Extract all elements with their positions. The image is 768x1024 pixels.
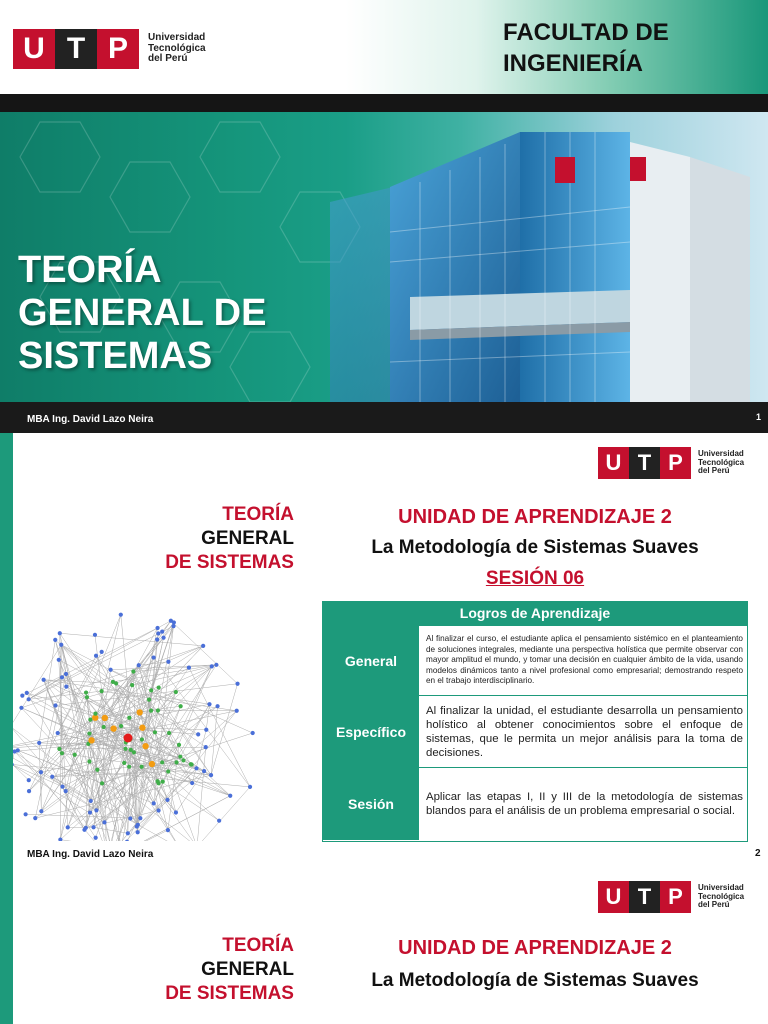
course-title-line: TEORÍA	[222, 504, 294, 525]
title-line: TEORÍA	[18, 249, 162, 291]
utp-logo	[13, 29, 206, 69]
university-name	[698, 884, 744, 909]
network-graph-image	[13, 575, 301, 841]
utp-logo-mark	[598, 447, 691, 479]
network-graph-image	[13, 1012, 301, 1024]
building-photo	[330, 112, 768, 402]
course-title-line: DE SISTEMAS	[165, 552, 294, 573]
session-heading: SESIÓN 06	[485, 568, 585, 589]
utp-logo	[598, 447, 744, 479]
university-name-line: Tecnológica	[698, 891, 745, 901]
table-header: Logros de Aprendizaje	[323, 602, 747, 625]
university-name	[148, 33, 206, 65]
row-text: Aplicar las etapas I, II y III de la metodología de sistemas blandos para el análisis de un problema empresarial o social.	[426, 791, 743, 817]
table-row-specific	[323, 695, 747, 767]
page-number: 2	[755, 848, 761, 859]
faculty-title	[503, 17, 669, 79]
utp-logo	[598, 881, 744, 913]
title-line: GENERAL DE	[18, 292, 267, 334]
university-name	[698, 450, 744, 475]
slide-1	[0, 0, 768, 433]
table-row-general	[323, 625, 747, 695]
university-name-line: Universidad	[698, 449, 744, 459]
university-name-line: Universidad	[148, 32, 206, 44]
logo-letter-p: P	[660, 447, 691, 479]
course-title-line: TEORÍA	[222, 935, 294, 956]
logo-letter-t: T	[629, 881, 660, 913]
author-name: MBA Ing. David Lazo Neira	[27, 849, 154, 860]
course-title-line: GENERAL	[201, 959, 294, 980]
course-title-line: DE SISTEMAS	[165, 983, 294, 1004]
course-title	[165, 503, 294, 575]
university-name-line: del Perú	[148, 53, 188, 65]
row-text: Al finalizar la unidad, el estudiante desarrolla un pensamiento holístico al obtener conocimientos sobre el enfoque de sistemas, que le permita un mejor análisis para la toma de decisiones.	[426, 704, 743, 759]
slide-2	[0, 433, 768, 866]
unit-heading: UNIDAD DE APRENDIZAJE 2	[398, 937, 672, 959]
utp-logo-mark	[598, 881, 691, 913]
university-name-line: Tecnológica	[148, 42, 206, 54]
methodology-heading: La Metodología de Sistemas Suaves	[371, 537, 699, 558]
university-name-line: del Perú	[698, 900, 730, 910]
learning-outcomes-table	[322, 601, 748, 842]
university-name-line: Universidad	[698, 883, 744, 893]
side-accent-bar	[0, 433, 13, 866]
utp-logo-mark	[13, 29, 139, 69]
university-name-line: Tecnológica	[698, 457, 745, 467]
row-label: Sesión	[323, 768, 421, 840]
methodology-heading: La Metodología de Sistemas Suaves	[371, 970, 699, 991]
presentation-title	[18, 249, 266, 378]
hero-banner	[0, 112, 768, 402]
row-label: General	[323, 626, 421, 695]
logo-letter-t: T	[629, 447, 660, 479]
logo-letter-u: U	[598, 881, 629, 913]
divider-band	[0, 94, 768, 112]
table-row-session	[323, 767, 747, 840]
course-title-line: GENERAL	[201, 528, 294, 549]
slide-3	[0, 866, 768, 1024]
unit-heading: UNIDAD DE APRENDIZAJE 2	[398, 506, 672, 528]
logo-letter-t: T	[55, 29, 97, 69]
author-name: MBA Ing. David Lazo Neira	[27, 414, 154, 425]
course-title	[165, 934, 294, 1006]
logo-letter-p: P	[97, 29, 139, 69]
side-accent-bar	[0, 866, 13, 1024]
faculty-line: INGENIERÍA	[503, 50, 644, 77]
logo-letter-u: U	[598, 447, 629, 479]
logo-letter-u: U	[13, 29, 55, 69]
page-number: 1	[756, 412, 762, 422]
logo-letter-p: P	[660, 881, 691, 913]
row-label: Específico	[323, 696, 421, 767]
row-text: Al finalizar el curso, el estudiante aplica el pensamiento sistémico en el planteamiento de soluciones integrales, mediante una perspectiva holística que permite observar con mayor amplitud el mundo, y tomar una decisión en cualquier ámbito de la vida, usando modelos dinámicos tanto a nivel profesional como empresarial; demostrando respeto en el trabajo interdisciplinario.	[426, 634, 743, 686]
faculty-line: FACULTAD DE	[503, 19, 669, 46]
title-line: SISTEMAS	[18, 335, 213, 377]
university-name-line: del Perú	[698, 466, 730, 476]
